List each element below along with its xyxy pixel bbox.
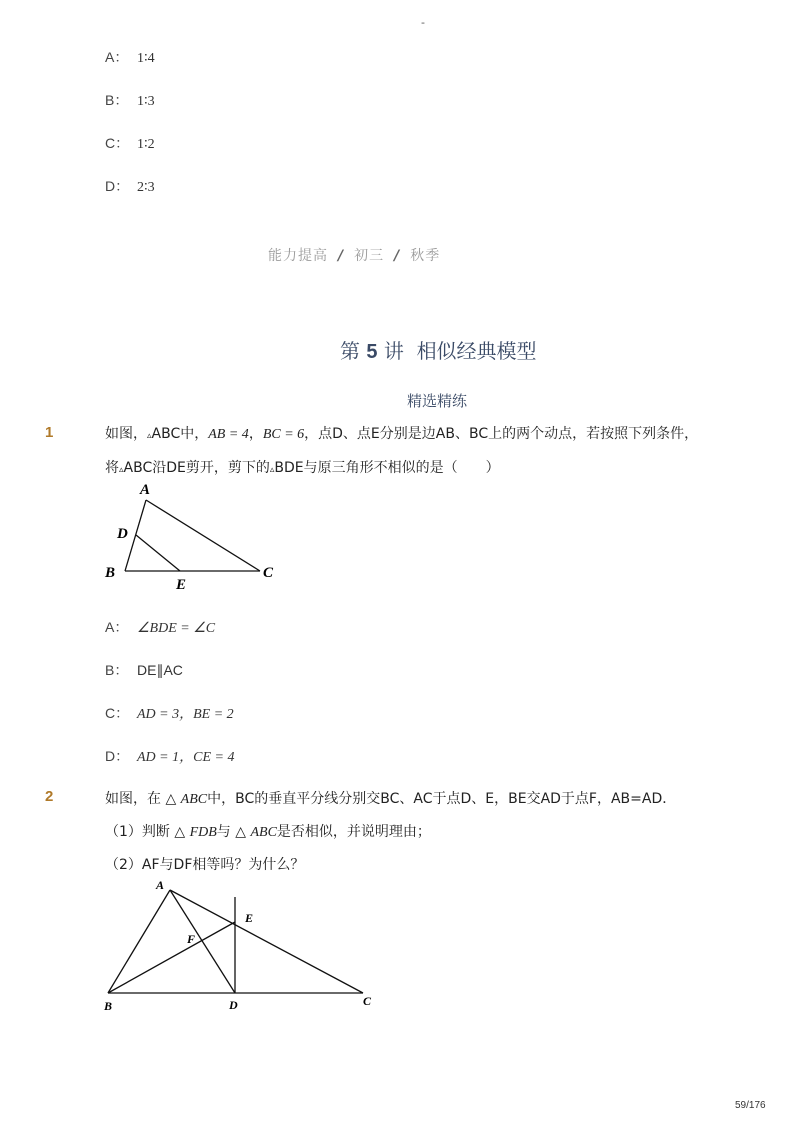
segment-ad: [170, 890, 235, 993]
label-d: D: [117, 526, 128, 542]
page-number: 59/176: [735, 1100, 766, 1111]
q1-triangle-figure: [100, 475, 290, 595]
text: BDE与原三角形不相似的是（ ）: [274, 460, 500, 476]
triangle-symbol: ▵: [147, 431, 152, 441]
q1-option-b[interactable]: [105, 660, 183, 680]
option-value: AD = 1，CE = 4: [137, 750, 235, 765]
segment-ab: [125, 500, 146, 571]
q1-option-d[interactable]: [105, 746, 234, 766]
q2-triangle-figure: [95, 875, 385, 1015]
text: ABC中，: [151, 426, 209, 442]
text: 中，BC的垂直平分线分别交BC、AC于点D、E，BE交AD于点F，AB=AD．: [207, 791, 677, 807]
question-number: 2: [45, 788, 54, 805]
q1-option-c[interactable]: [105, 703, 234, 723]
math: FDB: [189, 825, 217, 840]
option-label: D：: [105, 748, 130, 764]
label-d: D: [229, 998, 238, 1012]
option-value: DE∥AC: [137, 662, 183, 678]
top-mark: -: [421, 16, 425, 29]
label-a: A: [156, 878, 165, 892]
breadcrumb-sep: /: [394, 248, 401, 264]
prev-option-c[interactable]: [105, 133, 155, 153]
breadcrumb-sep: /: [338, 248, 345, 264]
text: 将: [105, 460, 119, 476]
text: 如图，: [105, 426, 147, 442]
option-value: AD = 3，BE = 2: [137, 707, 234, 722]
breadcrumb-part3: 秋季: [410, 248, 441, 264]
text: 如图，在 △: [105, 791, 181, 807]
prev-option-b[interactable]: [105, 90, 155, 110]
breadcrumb-part1: 能力提高: [268, 248, 328, 264]
option-value: 1∶2: [137, 137, 155, 152]
label-f: F: [187, 932, 196, 946]
option-label: D：: [105, 178, 130, 194]
label-a: A: [140, 482, 151, 498]
breadcrumb: [268, 245, 440, 265]
q1-line1: [105, 424, 698, 446]
label-e: E: [245, 911, 254, 925]
math: ABC: [250, 825, 277, 840]
label-b: B: [105, 565, 116, 581]
q2-sub1: [105, 822, 431, 843]
text: ABC沿DE剪开，剪下的: [123, 460, 270, 476]
breadcrumb-part2: 初三: [354, 248, 385, 264]
segment-ac: [146, 500, 260, 571]
question-number: 1: [45, 424, 54, 441]
q1-option-a[interactable]: [105, 617, 215, 637]
prev-option-a[interactable]: [105, 47, 155, 67]
lecture-prefix: 第: [340, 339, 360, 363]
option-label: A：: [105, 49, 129, 65]
segment-ab: [108, 890, 170, 993]
option-label: C：: [105, 135, 130, 151]
q2-line1: [105, 789, 676, 810]
triangle-symbol: ▵: [119, 465, 124, 475]
math: BC = 6: [262, 427, 305, 442]
option-label: C：: [105, 705, 130, 721]
math: AB = 4: [208, 427, 249, 442]
option-value: 1∶3: [137, 94, 155, 109]
text: ，: [248, 426, 263, 442]
q2-sub2: （2）AF与DF相等吗？为什么？: [105, 857, 305, 873]
segment-de: [136, 535, 180, 571]
option-value: 1∶4: [137, 51, 155, 66]
label-e: E: [176, 577, 187, 593]
lecture-title: [340, 335, 537, 364]
text: （1）判断 △: [105, 824, 190, 840]
option-value: 2∶3: [137, 180, 155, 195]
label-b: B: [104, 999, 113, 1013]
option-label: A：: [105, 619, 129, 635]
triangle-symbol: ▵: [269, 465, 275, 475]
text: 是否相似，并说明理由；: [276, 824, 431, 840]
lecture-number: 5: [366, 341, 378, 363]
option-label: B：: [105, 92, 129, 108]
text: ，点D、点E分别是边AB、BC上的两个动点，若按照下列条件，: [304, 426, 699, 442]
lecture-name: 相似经典模型: [416, 339, 537, 363]
option-label: B：: [105, 662, 129, 678]
math: ABC: [180, 792, 208, 807]
text: 与 △: [216, 824, 251, 840]
segment-be: [108, 922, 235, 993]
lecture-suffix: 讲: [383, 339, 404, 363]
section-title: 精选精练: [407, 392, 468, 410]
prev-option-d[interactable]: [105, 176, 155, 196]
label-c: C: [363, 994, 372, 1008]
option-value: ∠BDE = ∠C: [137, 621, 216, 636]
label-c: C: [263, 565, 274, 581]
